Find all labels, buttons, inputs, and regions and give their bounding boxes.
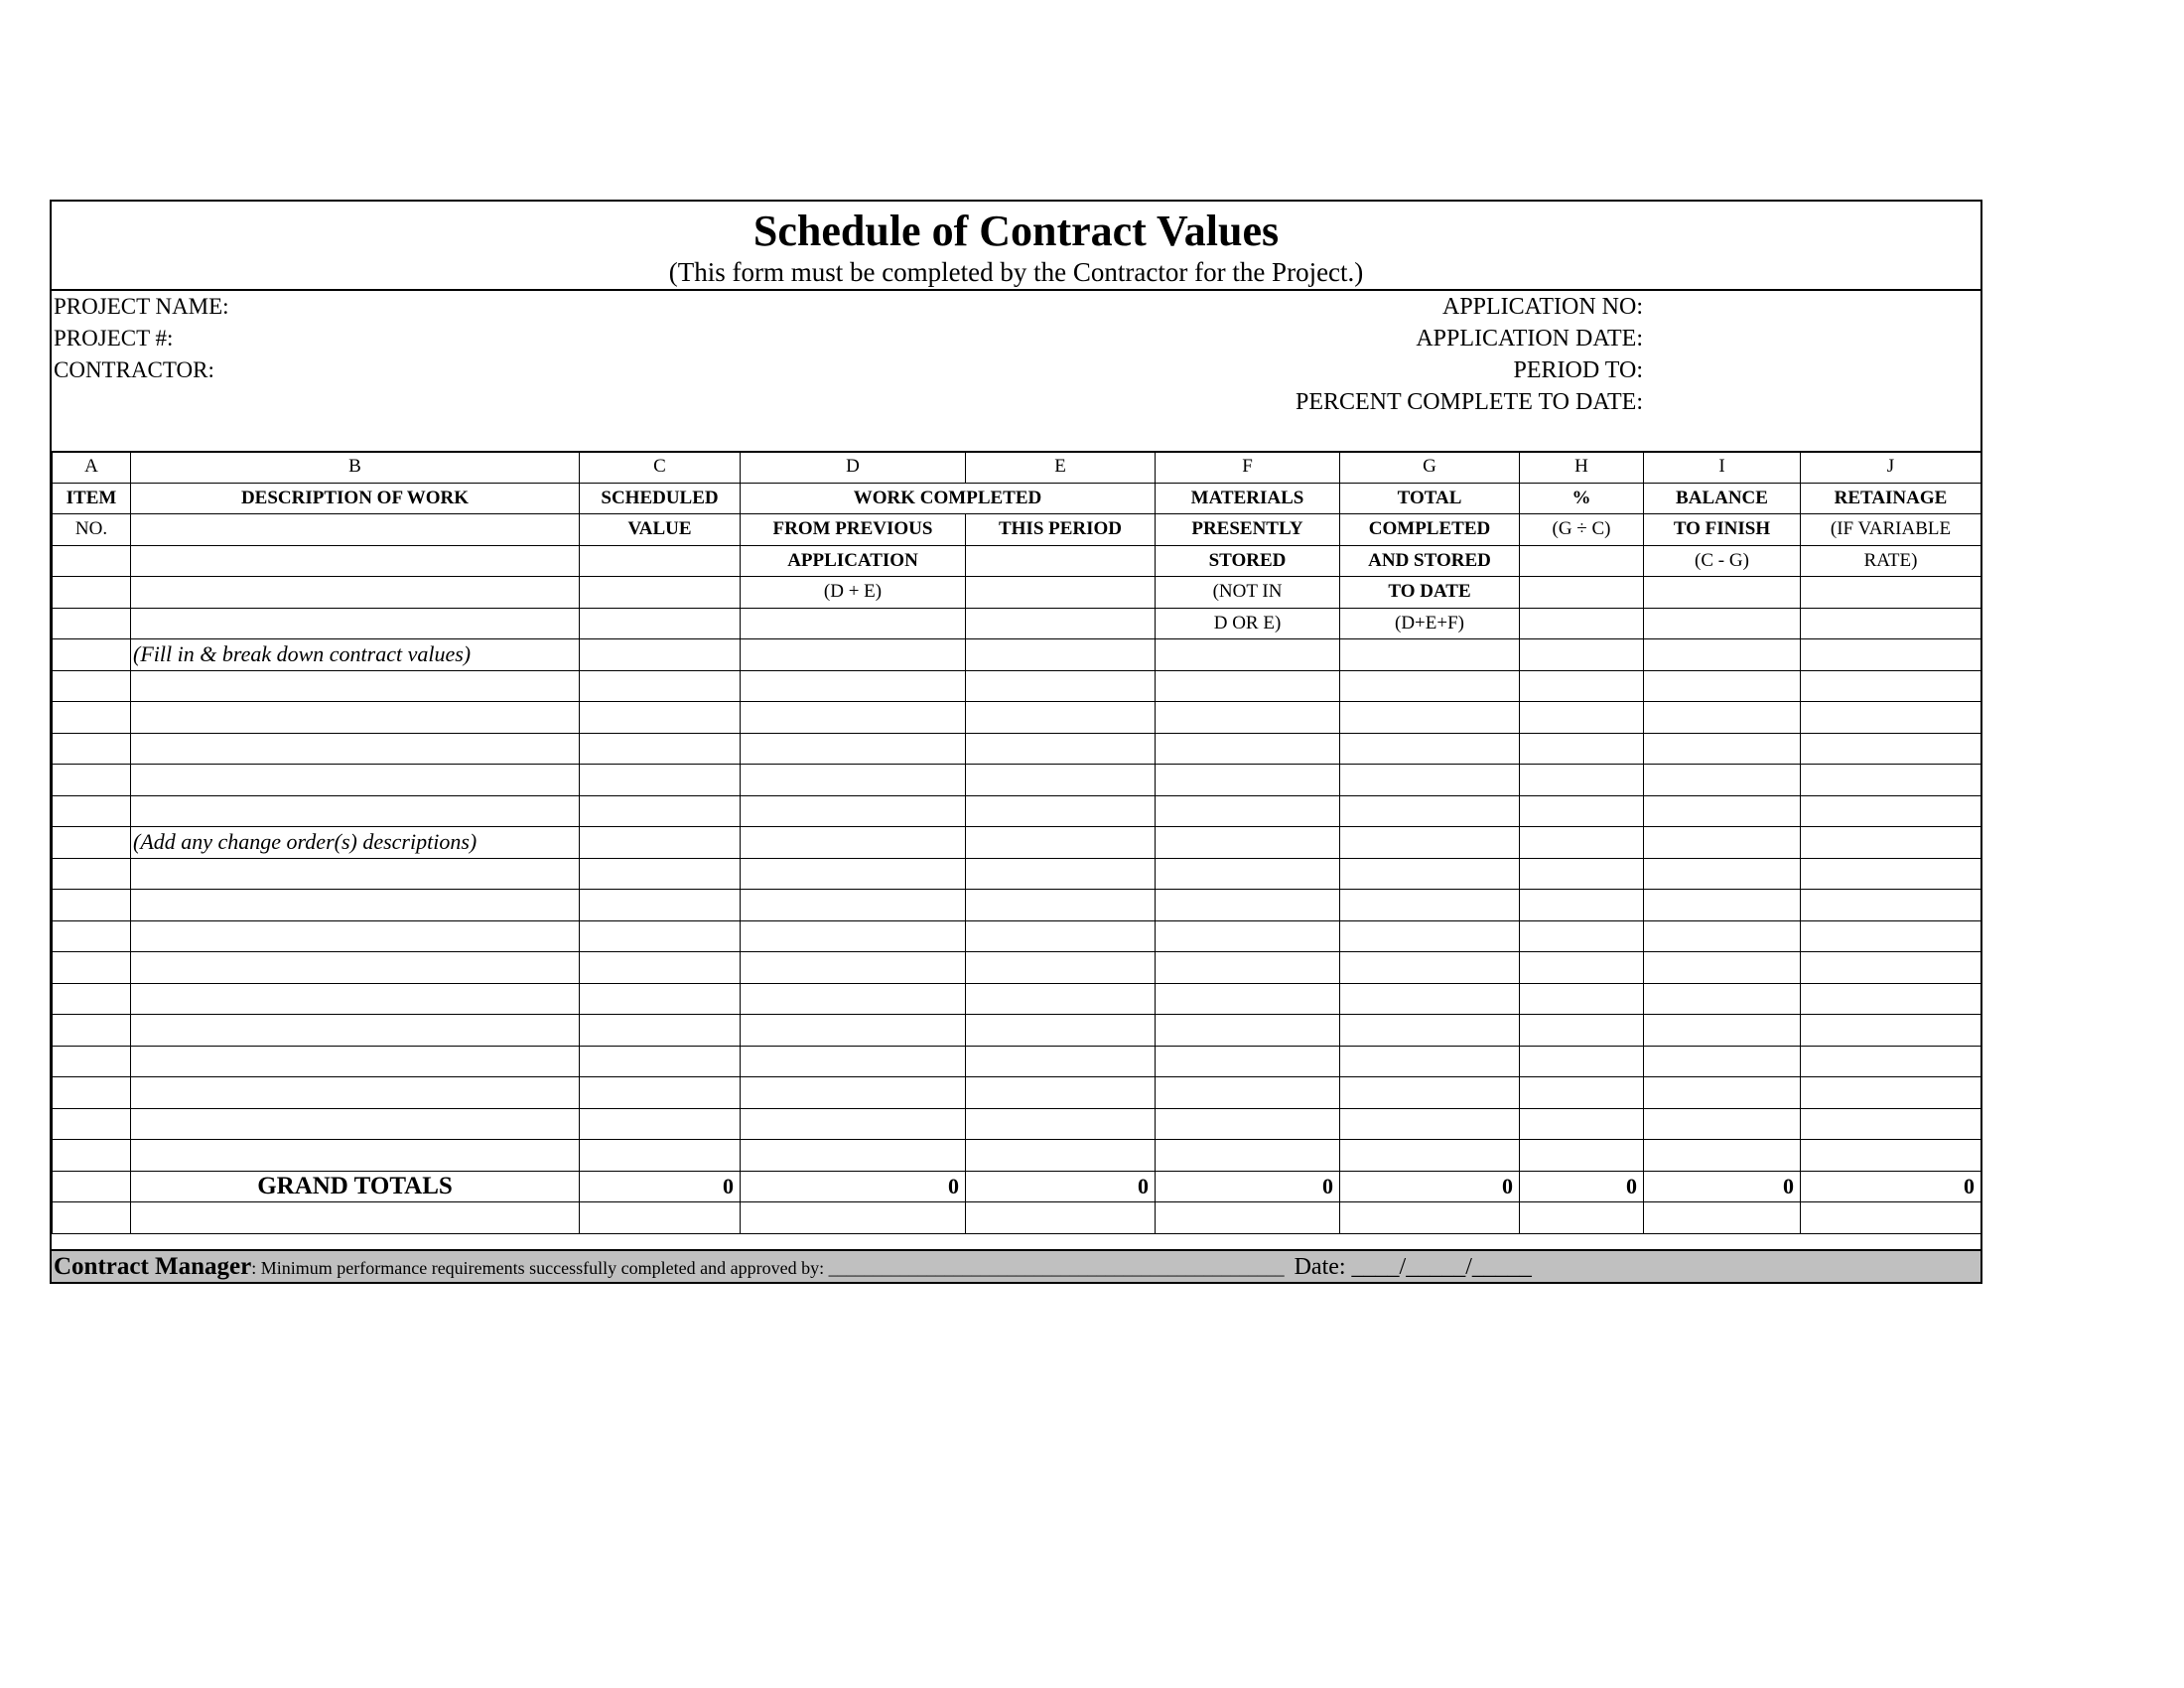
retainage-cell[interactable] [1801, 890, 1981, 921]
column-letter-e: E [966, 452, 1156, 484]
this-period-cell[interactable] [966, 1077, 1156, 1109]
materials-stored-cell[interactable] [1156, 1202, 1340, 1234]
from-previous-cell[interactable] [741, 702, 966, 734]
header-empty [53, 608, 131, 639]
item-no-cell[interactable] [53, 983, 131, 1015]
materials-stored-cell[interactable] [1156, 670, 1340, 702]
total-completed-cell[interactable] [1340, 1077, 1520, 1109]
table-row [53, 952, 1981, 984]
item-no-cell[interactable] [53, 920, 131, 952]
this-period-cell[interactable] [966, 1202, 1156, 1234]
retainage-cell[interactable] [1801, 858, 1981, 890]
materials-stored-cell[interactable] [1156, 1077, 1340, 1109]
header-value: VALUE [580, 514, 741, 546]
item-no-cell[interactable] [53, 670, 131, 702]
total-completed-cell[interactable] [1340, 702, 1520, 734]
materials-stored-cell[interactable] [1156, 952, 1340, 984]
header-empty [966, 608, 1156, 639]
balance-cell[interactable] [1644, 1202, 1801, 1234]
header-work-completed: WORK COMPLETED [741, 483, 1156, 514]
from-previous-cell[interactable] [741, 1140, 966, 1172]
percent-cell[interactable] [1520, 983, 1644, 1015]
this-period-cell[interactable] [966, 952, 1156, 984]
table-row [53, 1077, 1981, 1109]
header-retainage: RETAINAGE [1801, 483, 1981, 514]
item-no-cell[interactable] [53, 858, 131, 890]
scheduled-value-cell[interactable] [580, 765, 741, 796]
column-letter-row [53, 452, 1981, 484]
total-scheduled-value: 0 [580, 1171, 741, 1202]
header-def: (D+E+F) [1340, 608, 1520, 639]
balance-cell[interactable] [1644, 890, 1801, 921]
percent-cell[interactable] [1520, 1015, 1644, 1047]
balance-cell[interactable] [1644, 1046, 1801, 1077]
percent-cell[interactable] [1520, 702, 1644, 734]
grand-totals-row [53, 1171, 1981, 1202]
total-completed-cell[interactable] [1340, 890, 1520, 921]
description-cell[interactable] [131, 1077, 580, 1109]
balance-cell[interactable] [1644, 858, 1801, 890]
this-period-cell[interactable] [966, 702, 1156, 734]
materials-stored-cell[interactable] [1156, 1015, 1340, 1047]
materials-stored-cell[interactable] [1156, 1108, 1340, 1140]
total-materials-stored: 0 [1156, 1171, 1340, 1202]
header-empty [1644, 577, 1801, 609]
header-not-in: (NOT IN [1156, 577, 1340, 609]
header-and-stored: AND STORED [1340, 545, 1520, 577]
header-rate: RATE) [1801, 545, 1981, 577]
total-completed-cell[interactable] [1340, 639, 1520, 671]
project-name-label: PROJECT NAME: [54, 294, 229, 319]
header-g-div-c: (G ÷ C) [1520, 514, 1644, 546]
materials-stored-cell[interactable] [1156, 858, 1340, 890]
header-empty [966, 545, 1156, 577]
table-row [53, 858, 1981, 890]
item-no-cell[interactable] [53, 733, 131, 765]
balance-cell[interactable] [1644, 765, 1801, 796]
this-period-cell[interactable] [966, 920, 1156, 952]
header-d-plus-e: (D + E) [741, 577, 966, 609]
item-no-cell[interactable] [53, 827, 131, 859]
percent-cell[interactable] [1520, 890, 1644, 921]
balance-cell[interactable] [1644, 1077, 1801, 1109]
balance-cell[interactable] [1644, 639, 1801, 671]
table-row [53, 639, 1981, 671]
header-c-minus-g: (C - G) [1644, 545, 1801, 577]
header-this-period: THIS PERIOD [966, 514, 1156, 546]
from-previous-cell[interactable] [741, 1108, 966, 1140]
header-empty [131, 577, 580, 609]
total-this-period: 0 [966, 1171, 1156, 1202]
scheduled-value-cell[interactable] [580, 983, 741, 1015]
percent-cell[interactable] [1520, 1077, 1644, 1109]
item-no-cell[interactable] [53, 890, 131, 921]
retainage-cell[interactable] [1801, 920, 1981, 952]
from-previous-cell[interactable] [741, 1015, 966, 1047]
header-no: NO. [53, 514, 131, 546]
scheduled-value-cell[interactable] [580, 639, 741, 671]
total-completed-cell[interactable] [1340, 733, 1520, 765]
from-previous-cell[interactable] [741, 1202, 966, 1234]
page-subtitle: (This form must be completed by the Contractor for the Project.) [668, 257, 1364, 287]
approval-date[interactable]: Date: ____/_____/_____ [1294, 1254, 1532, 1280]
materials-stored-cell[interactable] [1156, 1140, 1340, 1172]
table-row [53, 765, 1981, 796]
total-completed-cell[interactable] [1340, 1202, 1520, 1234]
header-scheduled: SCHEDULED [580, 483, 741, 514]
column-letter-c: C [580, 452, 741, 484]
header-row-5 [53, 608, 1981, 639]
header-empty [1520, 545, 1644, 577]
percent-cell[interactable] [1520, 670, 1644, 702]
total-completed-cell[interactable] [1340, 983, 1520, 1015]
table-row [53, 1108, 1981, 1140]
from-previous-cell[interactable] [741, 1046, 966, 1077]
description-cell[interactable] [131, 1046, 580, 1077]
scheduled-value-cell[interactable] [580, 670, 741, 702]
from-previous-cell[interactable] [741, 983, 966, 1015]
fill-in-note[interactable]: (Fill in & break down contract values) [131, 639, 580, 671]
retainage-cell[interactable] [1801, 983, 1981, 1015]
approval-text[interactable]: : Minimum performance requirements successfully completed and approved by: ___________________________________________________ [251, 1258, 1285, 1278]
item-no-cell[interactable] [53, 1015, 131, 1047]
header-description: DESCRIPTION OF WORK [131, 483, 580, 514]
from-previous-cell[interactable] [741, 795, 966, 827]
this-period-cell[interactable] [966, 795, 1156, 827]
percent-cell[interactable] [1520, 920, 1644, 952]
this-period-cell[interactable] [966, 858, 1156, 890]
balance-cell[interactable] [1644, 670, 1801, 702]
item-no-cell[interactable] [53, 1108, 131, 1140]
item-no-cell[interactable] [53, 952, 131, 984]
description-cell[interactable] [131, 795, 580, 827]
header-empty [580, 545, 741, 577]
total-completed-cell[interactable] [1340, 952, 1520, 984]
retainage-cell[interactable] [1801, 765, 1981, 796]
header-d-or-e: D OR E) [1156, 608, 1340, 639]
column-letter-g: G [1340, 452, 1520, 484]
period-to-label: PERIOD TO: [1513, 357, 1643, 383]
column-letter-h: H [1520, 452, 1644, 484]
header-empty [1801, 577, 1981, 609]
table-row [53, 1046, 1981, 1077]
total-percent: 0 [1520, 1171, 1644, 1202]
total-completed-cell[interactable] [1340, 670, 1520, 702]
description-cell[interactable] [131, 702, 580, 734]
application-date-label: APPLICATION DATE: [1416, 326, 1643, 352]
total-completed-cell[interactable] [1340, 1046, 1520, 1077]
title-block [52, 202, 1980, 291]
description-cell[interactable] [131, 1202, 580, 1234]
table-row [53, 1140, 1981, 1172]
from-previous-cell[interactable] [741, 733, 966, 765]
header-empty [741, 608, 966, 639]
percent-cell[interactable] [1520, 1140, 1644, 1172]
scheduled-value-cell[interactable] [580, 1140, 741, 1172]
table-row [53, 795, 1981, 827]
from-previous-cell[interactable] [741, 827, 966, 859]
grand-totals-empty [53, 1171, 131, 1202]
total-completed-cell[interactable] [1340, 1140, 1520, 1172]
total-completed-cell[interactable] [1340, 1108, 1520, 1140]
table-row [53, 827, 1981, 859]
header-empty [131, 545, 580, 577]
change-orders-note[interactable]: (Add any change order(s) descriptions) [131, 827, 580, 859]
percent-cell[interactable] [1520, 1202, 1644, 1234]
retainage-cell[interactable] [1801, 1046, 1981, 1077]
retainage-cell[interactable] [1801, 1140, 1981, 1172]
percent-complete-label: PERCENT COMPLETE TO DATE: [1295, 389, 1643, 415]
header-item: ITEM [53, 483, 131, 514]
percent-cell[interactable] [1520, 952, 1644, 984]
retainage-cell[interactable] [1801, 733, 1981, 765]
item-no-cell[interactable] [53, 795, 131, 827]
scheduled-value-cell[interactable] [580, 1046, 741, 1077]
this-period-cell[interactable] [966, 639, 1156, 671]
header-stored: STORED [1156, 545, 1340, 577]
balance-cell[interactable] [1644, 920, 1801, 952]
table-row [53, 670, 1981, 702]
header-application: APPLICATION [741, 545, 966, 577]
materials-stored-cell[interactable] [1156, 795, 1340, 827]
materials-stored-cell[interactable] [1156, 733, 1340, 765]
retainage-cell[interactable] [1801, 1015, 1981, 1047]
this-period-cell[interactable] [966, 733, 1156, 765]
balance-cell[interactable] [1644, 1140, 1801, 1172]
header-empty [131, 608, 580, 639]
header-to-finish: TO FINISH [1644, 514, 1801, 546]
project-info [52, 289, 1980, 453]
balance-cell[interactable] [1644, 827, 1801, 859]
table-row [53, 890, 1981, 921]
percent-cell[interactable] [1520, 639, 1644, 671]
header-empty [53, 545, 131, 577]
balance-cell[interactable] [1644, 1015, 1801, 1047]
page-title: Schedule of Contract Values [752, 207, 1280, 255]
scheduled-value-cell[interactable] [580, 952, 741, 984]
percent-cell[interactable] [1520, 795, 1644, 827]
header-empty [1644, 608, 1801, 639]
contractor-label: CONTRACTOR: [54, 357, 214, 382]
description-cell[interactable] [131, 858, 580, 890]
materials-stored-cell[interactable] [1156, 765, 1340, 796]
retainage-cell[interactable] [1801, 1108, 1981, 1140]
column-letter-a: A [53, 452, 131, 484]
contract-values-form [50, 200, 1982, 1284]
table-row [53, 983, 1981, 1015]
balance-cell[interactable] [1644, 702, 1801, 734]
header-empty [1520, 608, 1644, 639]
table-row [53, 1015, 1981, 1047]
column-letter-j: J [1801, 452, 1981, 484]
item-no-cell[interactable] [53, 702, 131, 734]
header-empty [53, 577, 131, 609]
percent-cell[interactable] [1520, 765, 1644, 796]
header-to-date: TO DATE [1340, 577, 1520, 609]
header-completed: COMPLETED [1340, 514, 1520, 546]
balance-cell[interactable] [1644, 1108, 1801, 1140]
item-no-cell[interactable] [53, 1202, 131, 1234]
header-presently: PRESENTLY [1156, 514, 1340, 546]
balance-cell[interactable] [1644, 795, 1801, 827]
header-total: TOTAL [1340, 483, 1520, 514]
table-row [53, 702, 1981, 734]
balance-cell[interactable] [1644, 983, 1801, 1015]
from-previous-cell[interactable] [741, 670, 966, 702]
from-previous-cell[interactable] [741, 920, 966, 952]
from-previous-cell[interactable] [741, 858, 966, 890]
total-balance: 0 [1644, 1171, 1801, 1202]
schedule-table-wrap [52, 451, 1980, 1234]
description-cell[interactable] [131, 1015, 580, 1047]
header-percent: % [1520, 483, 1644, 514]
from-previous-cell[interactable] [741, 639, 966, 671]
scheduled-value-cell[interactable] [580, 1015, 741, 1047]
percent-cell[interactable] [1520, 858, 1644, 890]
application-no-label: APPLICATION NO: [1441, 294, 1643, 320]
scheduled-value-cell[interactable] [580, 920, 741, 952]
scheduled-value-cell[interactable] [580, 890, 741, 921]
retainage-cell[interactable] [1801, 702, 1981, 734]
scheduled-value-cell[interactable] [580, 1108, 741, 1140]
materials-stored-cell[interactable] [1156, 983, 1340, 1015]
retainage-cell[interactable] [1801, 952, 1981, 984]
scheduled-value-cell[interactable] [580, 827, 741, 859]
column-letter-f: F [1156, 452, 1340, 484]
column-letter-b: B [131, 452, 580, 484]
description-cell[interactable] [131, 952, 580, 984]
description-cell[interactable] [131, 890, 580, 921]
grand-totals-label: GRAND TOTALS [131, 1171, 580, 1202]
total-completed-cell[interactable] [1340, 1015, 1520, 1047]
materials-stored-cell[interactable] [1156, 827, 1340, 859]
header-empty [580, 577, 741, 609]
retainage-cell[interactable] [1801, 639, 1981, 671]
materials-stored-cell[interactable] [1156, 639, 1340, 671]
item-no-cell[interactable] [53, 1140, 131, 1172]
description-cell[interactable] [131, 983, 580, 1015]
header-empty [966, 577, 1156, 609]
header-empty [131, 514, 580, 546]
this-period-cell[interactable] [966, 1046, 1156, 1077]
balance-cell[interactable] [1644, 733, 1801, 765]
item-no-cell[interactable] [53, 639, 131, 671]
scheduled-value-cell[interactable] [580, 733, 741, 765]
scheduled-value-cell[interactable] [580, 858, 741, 890]
header-empty [1520, 577, 1644, 609]
trailing-row [53, 1202, 1981, 1234]
this-period-cell[interactable] [966, 765, 1156, 796]
column-letter-i: I [1644, 452, 1801, 484]
total-completed-cell[interactable] [1340, 920, 1520, 952]
this-period-cell[interactable] [966, 1108, 1156, 1140]
total-retainage: 0 [1801, 1171, 1981, 1202]
item-no-cell[interactable] [53, 765, 131, 796]
header-row-3 [53, 545, 1981, 577]
description-cell[interactable] [131, 1108, 580, 1140]
description-cell[interactable] [131, 670, 580, 702]
percent-cell[interactable] [1520, 1046, 1644, 1077]
item-no-cell[interactable] [53, 1077, 131, 1109]
total-from-previous: 0 [741, 1171, 966, 1202]
retainage-cell[interactable] [1801, 670, 1981, 702]
description-cell[interactable] [131, 1140, 580, 1172]
retainage-cell[interactable] [1801, 1202, 1981, 1234]
header-from-previous: FROM PREVIOUS [741, 514, 966, 546]
header-row-2 [53, 514, 1981, 546]
this-period-cell[interactable] [966, 1140, 1156, 1172]
materials-stored-cell[interactable] [1156, 1046, 1340, 1077]
total-completed: 0 [1340, 1171, 1520, 1202]
this-period-cell[interactable] [966, 983, 1156, 1015]
header-row-1 [53, 483, 1981, 514]
project-info-right [1296, 291, 1643, 418]
schedule-table [52, 451, 1981, 1234]
percent-cell[interactable] [1520, 827, 1644, 859]
description-cell[interactable] [131, 765, 580, 796]
materials-stored-cell[interactable] [1156, 890, 1340, 921]
this-period-cell[interactable] [966, 890, 1156, 921]
materials-stored-cell[interactable] [1156, 702, 1340, 734]
project-info-left [54, 291, 229, 386]
this-period-cell[interactable] [966, 670, 1156, 702]
this-period-cell[interactable] [966, 1015, 1156, 1047]
from-previous-cell[interactable] [741, 952, 966, 984]
description-cell[interactable] [131, 920, 580, 952]
scheduled-value-cell[interactable] [580, 702, 741, 734]
total-completed-cell[interactable] [1340, 795, 1520, 827]
description-cell[interactable] [131, 733, 580, 765]
percent-cell[interactable] [1520, 733, 1644, 765]
total-completed-cell[interactable] [1340, 827, 1520, 859]
column-letter-d: D [741, 452, 966, 484]
item-no-cell[interactable] [53, 1046, 131, 1077]
from-previous-cell[interactable] [741, 765, 966, 796]
header-row-4 [53, 577, 1981, 609]
project-number-label: PROJECT #: [54, 326, 174, 351]
header-if-variable: (IF VARIABLE [1801, 514, 1981, 546]
contract-manager-label: Contract Manager [54, 1253, 252, 1280]
from-previous-cell[interactable] [741, 1077, 966, 1109]
header-balance: BALANCE [1644, 483, 1801, 514]
retainage-cell[interactable] [1801, 827, 1981, 859]
retainage-cell[interactable] [1801, 1077, 1981, 1109]
retainage-cell[interactable] [1801, 795, 1981, 827]
scheduled-value-cell[interactable] [580, 1202, 741, 1234]
scheduled-value-cell[interactable] [580, 1077, 741, 1109]
from-previous-cell[interactable] [741, 890, 966, 921]
materials-stored-cell[interactable] [1156, 920, 1340, 952]
total-completed-cell[interactable] [1340, 765, 1520, 796]
percent-cell[interactable] [1520, 1108, 1644, 1140]
scheduled-value-cell[interactable] [580, 795, 741, 827]
footer-approval [52, 1249, 1980, 1282]
table-row [53, 920, 1981, 952]
this-period-cell[interactable] [966, 827, 1156, 859]
total-completed-cell[interactable] [1340, 858, 1520, 890]
table-row [53, 733, 1981, 765]
header-empty [580, 608, 741, 639]
header-empty [1801, 608, 1981, 639]
balance-cell[interactable] [1644, 952, 1801, 984]
header-materials: MATERIALS [1156, 483, 1340, 514]
